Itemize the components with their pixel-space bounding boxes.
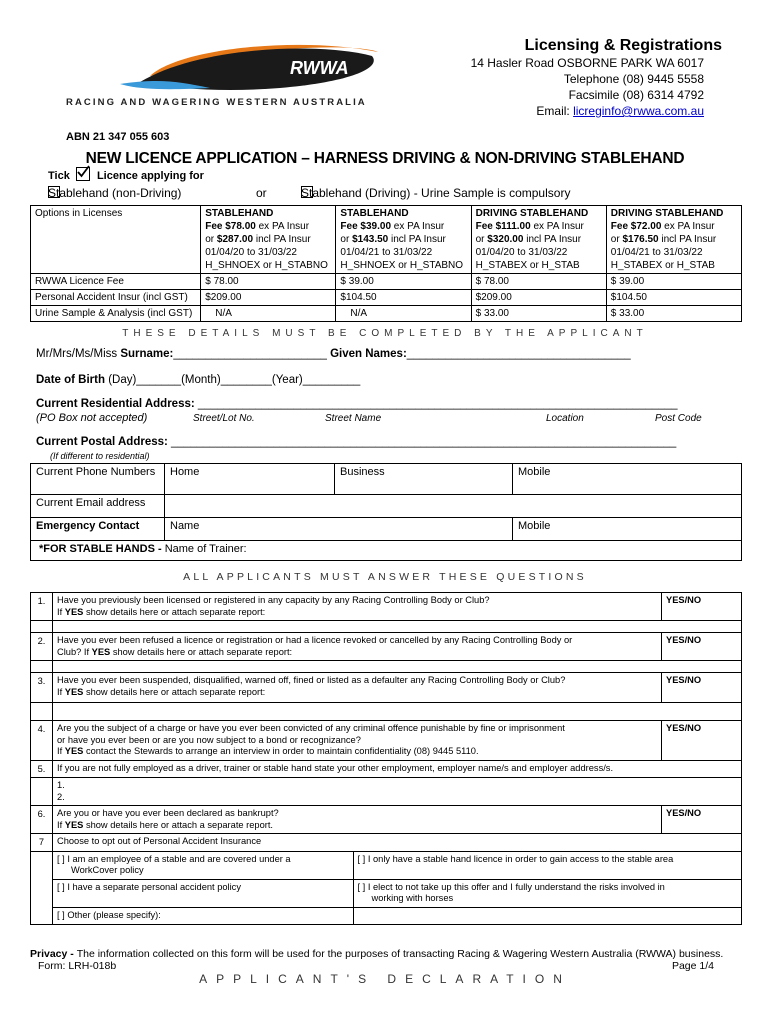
email-address-label: Current Email address [31,495,165,518]
postal-note: (If different to residential) [50,451,150,461]
question-6: 6. Are you or have you ever been declared as bankrupt? If YES show details here or attach a separate report. YES/NO [31,806,742,834]
org-contact-block [471,55,704,119]
question-5: 5. If you are not fully employed as a driver, trainer or stable hand state your other employment, employer name/s and employer address/s. [31,760,742,778]
fee-col-3: DRIVING STABLEHAND Fee $111.00 ex PA Insur or $320.00 incl PA Insur 01/04/20 to 31/03/22 H_STABEX or H_STAB [471,206,606,274]
question-1: 1. Have you previously been licensed or registered in any capacity by any Racing Controlling Body or Club? If YES show details here or attach separate report: YES/NO [31,593,742,621]
emergency-mobile-field[interactable]: Mobile [513,518,742,541]
options-label: Options in Licenses [31,206,201,274]
fee-col-1: STABLEHAND Fee $78.00 ex PA Insur or $287.00 incl PA Insur 01/04/20 to 31/03/22 H_SHNOEX or H_STABNO [201,206,336,274]
q2-details-field[interactable] [53,661,742,673]
q6-yes-no[interactable]: YES/NO [662,806,742,834]
abn: ABN 21 347 055 603 [66,131,170,143]
driving-label: Stablehand (Driving) - Urine Sample is compulsory [301,186,571,200]
opt-out-elect[interactable]: [ ] I elect to not take up this offer and I fully understand the risks involved in working with horses [353,879,741,907]
q7-options [31,851,742,925]
q1-details-field[interactable] [53,621,742,633]
page-title: NEW LICENCE APPLICATION – HARNESS DRIVING & NON-DRIVING STABLEHAND [85,150,685,167]
name-line: Mr/Mrs/Ms/Miss Surname:________________________ Given Names:___________________________________ [36,348,631,360]
declaration-heading: APPLICANT'S DECLARATION [199,972,571,986]
phone-label: Current Phone Numbers [31,464,165,495]
mobile-phone-field[interactable]: Mobile [513,464,742,495]
checked-checkbox-icon[interactable] [76,167,90,181]
details-heading: THESE DETAILS MUST BE COMPLETED BY THE APPLICANT [122,328,648,339]
logo-tagline: RACING AND WAGERING WESTERN AUSTRALIA [66,97,367,108]
contact-table [30,463,742,561]
trainer-row[interactable]: *FOR STABLE HANDS - Name of Trainer: [31,541,742,561]
page-number: Page 1/4 [671,960,714,972]
form-code: Form: LRH-018b [38,960,117,972]
opt-out-separate-policy[interactable]: [ ] I have a separate personal accident policy [53,879,353,907]
q2-yes-no[interactable]: YES/NO [662,633,742,661]
telephone: Telephone (08) 9445 5558 [563,72,704,86]
street-lot-caption: Street/Lot No. [193,413,255,424]
question-4: 4. Are you the subject of a charge or have you ever been convicted of any criminal offence punishable by fine or imprisonment or have you ever been or are you now subject to a bond or recognizance? If YES contact the Stewards to arrange an interview in order to maintain confidentiality (08) 9445 5110. YES/NO [31,721,742,761]
tick-label: Licence applying for [96,170,204,182]
q4-yes-no[interactable]: YES/NO [662,721,742,761]
or-label: or [256,186,267,200]
opt-out-workcover[interactable]: [ ] I am an employee of a stable and are covered under a WorkCover policy [53,852,353,880]
facsimile: Facsimile (08) 6314 4792 [568,88,704,102]
home-phone-field[interactable]: Home [165,464,335,495]
location-caption: Location [546,413,584,424]
org-title: Licensing & Registrations [524,37,722,54]
email-label: Email: [536,104,574,118]
fee-table [30,205,742,322]
q3-yes-no[interactable]: YES/NO [662,673,742,703]
fee-col-2: STABLEHAND Fee $39.00 ex PA Insur or $143.50 incl PA Insur 01/04/21 to 31/03/22 H_SHNOEX or H_STABNO [336,206,471,274]
emergency-contact-label: Emergency Contact [36,520,140,532]
given-names-field[interactable]: ___________________________________ [406,348,631,360]
privacy-note: Privacy - The information collected on this form will be used for the purposes of transacting Racing & Wagering Western Australia (RWWA) business. [30,948,724,960]
po-box-note: (PO Box not accepted) [36,412,148,424]
question-2: 2. Have you ever been refused a licence or registration or had a licence revoked or cancelled by any Racing Controlling Body or Club? If YES show details here or attach separate report: YES/NO [31,633,742,661]
questions-heading: ALL APPLICANTS MUST ANSWER THESE QUESTIONS [183,571,587,583]
tick-row [48,167,204,182]
opt-out-stable-access[interactable]: [ ] I only have a stable hand licence in order to gain access to the stable area [353,852,741,880]
residential-address-field[interactable]: ___________________________________________________________________________ [194,398,678,410]
insurance-row: Personal Accident Insur (incl GST) $209.00 $104.50 $209.00 $104.50 [31,290,742,306]
fee-col-4: DRIVING STABLEHAND Fee $72.00 ex PA Insur or $176.50 incl PA Insur 01/04/21 to 31/03/22 H_STABEX or H_STAB [606,206,741,274]
street-name-caption: Street Name [325,413,382,424]
dob-field[interactable]: (Day)_______(Month)________(Year)_________ [105,374,361,386]
logo-wordmark: RWWA [290,58,349,78]
q3-details-field[interactable] [53,703,742,721]
tick-prefix: Tick [48,170,70,182]
business-phone-field[interactable]: Business [335,464,513,495]
postal-address-field[interactable]: _______________________________________________________________________________ [167,436,677,448]
licence-fee-row: RWWA Licence Fee $ 78.00 $ 39.00 $ 78.00 $ 39.00 [31,274,742,290]
q5-employment-items[interactable]: 1. 2. [31,778,742,806]
surname-field[interactable]: ________________________ [173,348,327,360]
questions-table [30,592,742,925]
residential-line: Current Residential Address: ___________________________________________________________________________ [36,398,678,410]
non-driving-label: Stablehand (non-Driving) [48,186,182,200]
opt-out-other[interactable]: [ ] Other (please specify): [53,907,353,924]
urine-row: Urine Sample & Analysis (incl GST) N/A N/A $ 33.00 $ 33.00 [31,306,742,322]
address: 14 Hasler Road OSBORNE PARK WA 6017 [470,56,704,70]
post-code-caption: Post Code [655,413,702,424]
dob-line: Date of Birth (Day)_______(Month)________(Year)_________ [36,374,361,386]
postal-line: Current Postal Address: _______________________________________________________________________________ [36,436,677,448]
question-3: 3. Have you ever been suspended, disqualified, warned off, fined or listed as a defaulter any Racing Controlling Body or Club? If YES show details here or attach separate report: YES/NO [31,673,742,703]
email-link[interactable]: licreginfo@rwwa.com.au [573,104,704,118]
q1-yes-no[interactable]: YES/NO [662,593,742,621]
emergency-name-field[interactable]: Name [165,518,513,541]
email-address-field[interactable] [165,495,742,518]
question-7: 7 Choose to opt out of Personal Accident Insurance [31,834,742,852]
